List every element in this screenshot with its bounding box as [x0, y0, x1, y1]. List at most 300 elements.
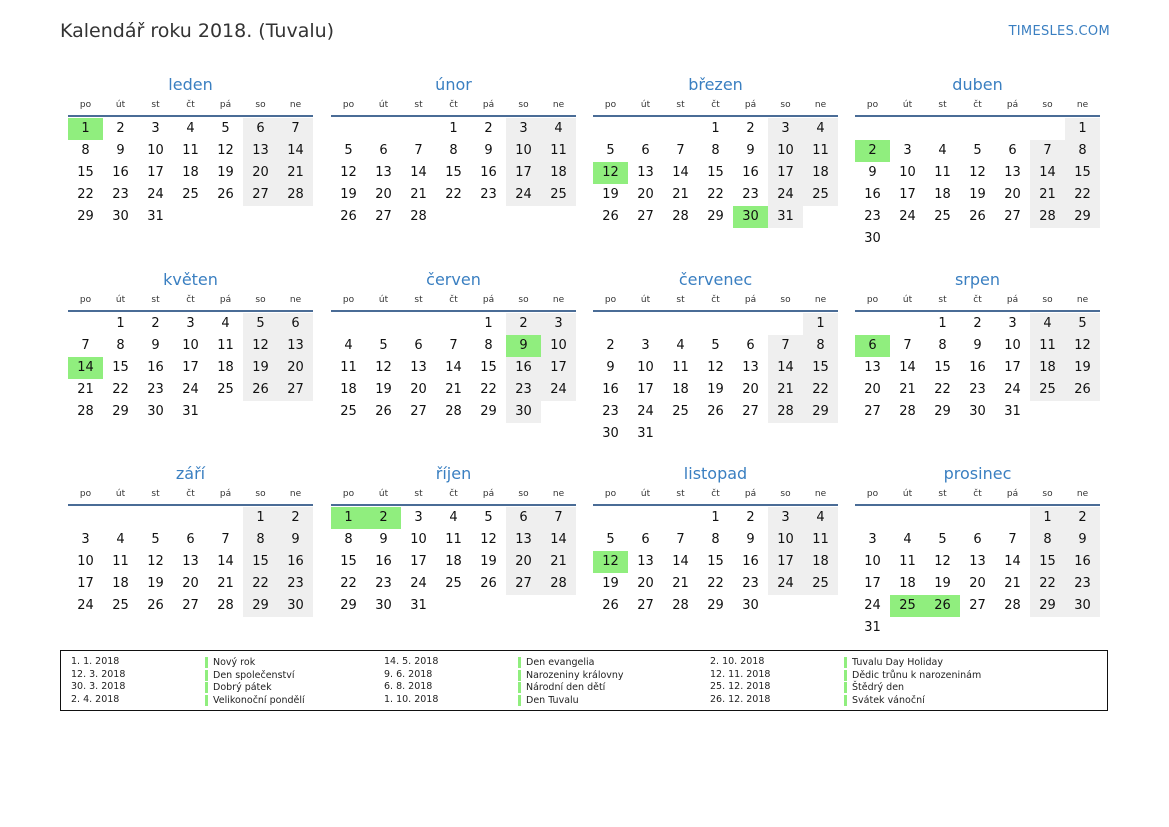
day-cell: 23 [147, 382, 164, 397]
holiday-day-cell: 2 [855, 140, 890, 162]
weekday-label: pá [744, 489, 757, 499]
day-cell: 7 [1030, 140, 1065, 162]
day-cell: 8 [1030, 529, 1065, 551]
header-rule [593, 115, 838, 117]
weekday-label: út [378, 295, 389, 305]
day-cell: 12 [969, 165, 986, 180]
day-cell: 31 [182, 404, 199, 419]
day-cell: 14 [768, 357, 803, 379]
day-cell: 22 [1030, 573, 1065, 595]
day-cell: 28 [77, 404, 94, 419]
legend-date: 1. 10. 2018 [384, 693, 439, 705]
day-cell: 10 [864, 554, 881, 569]
weekday-label: ne [289, 295, 302, 305]
day-cell: 22 [243, 573, 278, 595]
legend-row [384, 656, 684, 669]
holiday-day-cell: 2 [366, 507, 401, 529]
weekday-label: ne [1076, 100, 1089, 110]
day-cell: 20 [243, 162, 278, 184]
day-cell: 17 [637, 382, 654, 397]
day-cell: 2 [278, 507, 313, 529]
weekday-label: út [378, 489, 389, 499]
weekday-header [855, 293, 1100, 307]
day-cell: 10 [1004, 338, 1021, 353]
day-cell: 15 [1030, 551, 1065, 573]
legend-date: 26. 12. 2018 [710, 693, 771, 705]
day-cell: 25 [934, 209, 951, 224]
day-cell: 28 [899, 404, 916, 419]
day-cell: 7 [676, 143, 685, 158]
day-cell: 19 [480, 554, 497, 569]
day-cell: 11 [182, 143, 199, 158]
day-cell: 22 [445, 187, 462, 202]
empty-cell [331, 118, 366, 140]
day-cell: 15 [707, 165, 724, 180]
day-cell: 25 [182, 187, 199, 202]
legend-date: 14. 5. 2018 [384, 656, 439, 667]
weekday-label: so [1042, 100, 1053, 110]
weekday-label: po [866, 295, 879, 305]
day-cell: 18 [1030, 357, 1065, 379]
day-cell: 3 [541, 313, 576, 335]
day-cell: 24 [410, 576, 427, 591]
weekday-label: so [255, 489, 266, 499]
day-cell: 15 [803, 357, 838, 379]
day-cell: 28 [768, 401, 803, 423]
day-cell: 13 [637, 554, 654, 569]
weekday-label: po [866, 489, 879, 499]
day-cell: 4 [186, 121, 195, 136]
day-cell: 18 [899, 576, 916, 591]
day-cell: 17 [506, 162, 541, 184]
day-cell: 31 [1004, 404, 1021, 419]
day-cell: 26 [480, 576, 497, 591]
day-cell: 24 [899, 209, 916, 224]
day-cell: 29 [1030, 595, 1065, 617]
day-cell: 5 [221, 121, 230, 136]
day-grid [331, 507, 576, 617]
day-cell: 16 [375, 554, 392, 569]
day-cell: 27 [864, 404, 881, 419]
weekday-label: pá [482, 489, 495, 499]
day-cell: 15 [77, 165, 94, 180]
day-cell: 27 [1004, 209, 1021, 224]
day-cell: 26 [375, 404, 392, 419]
day-cell: 25 [340, 404, 357, 419]
day-cell: 16 [112, 165, 129, 180]
day-cell: 9 [484, 143, 493, 158]
empty-cell [663, 118, 698, 140]
weekday-label: so [518, 295, 529, 305]
day-cell: 11 [934, 165, 951, 180]
day-cell: 22 [112, 382, 129, 397]
empty-cell [855, 118, 890, 140]
header-rule [331, 115, 576, 117]
day-cell: 20 [969, 576, 986, 591]
day-cell: 1 [243, 507, 278, 529]
month-title: květen [163, 270, 218, 289]
day-cell: 26 [147, 598, 164, 613]
empty-cell [1030, 118, 1065, 140]
day-grid [593, 118, 838, 228]
empty-cell [103, 507, 138, 529]
day-cell: 8 [116, 338, 125, 353]
day-cell: 6 [641, 143, 650, 158]
empty-cell [436, 313, 471, 335]
day-cell: 26 [1065, 379, 1100, 401]
day-cell: 11 [217, 338, 234, 353]
day-cell: 24 [637, 404, 654, 419]
day-cell: 5 [1065, 313, 1100, 335]
day-cell: 17 [768, 162, 803, 184]
day-cell: 19 [934, 576, 951, 591]
day-cell: 5 [243, 313, 278, 335]
day-cell: 6 [973, 532, 982, 547]
weekday-label: st [676, 489, 685, 499]
weekday-label: po [79, 295, 92, 305]
day-cell: 4 [938, 143, 947, 158]
day-cell: 14 [278, 140, 313, 162]
weekday-label: út [378, 100, 389, 110]
weekday-label: pá [1006, 295, 1019, 305]
day-cell: 7 [414, 143, 423, 158]
month-6 [331, 267, 576, 423]
day-cell: 28 [217, 598, 234, 613]
day-cell: 8 [344, 532, 353, 547]
day-cell: 10 [541, 335, 576, 357]
empty-cell [925, 507, 960, 529]
weekday-label: st [676, 295, 685, 305]
legend-holiday-name: Den Tuvalu [518, 695, 579, 706]
legend-holiday-name: Den evangelia [518, 657, 595, 668]
day-cell: 20 [637, 187, 654, 202]
weekday-label: čt [973, 489, 982, 499]
day-cell: 19 [602, 187, 619, 202]
month-2 [331, 72, 576, 228]
header-rule [68, 504, 313, 506]
day-cell: 4 [344, 338, 353, 353]
day-cell: 22 [480, 382, 497, 397]
day-cell: 5 [711, 338, 720, 353]
day-cell: 14 [217, 554, 234, 569]
day-cell: 2 [606, 338, 615, 353]
day-cell: 2 [151, 316, 160, 331]
weekday-label: st [938, 295, 947, 305]
day-cell: 18 [803, 162, 838, 184]
day-cell: 30 [864, 231, 881, 246]
month-8 [855, 267, 1100, 423]
weekday-label: pá [482, 100, 495, 110]
empty-cell [925, 118, 960, 140]
day-cell: 17 [768, 551, 803, 573]
site-link[interactable]: TIMESLES.COM [1008, 24, 1110, 39]
weekday-label: po [79, 100, 92, 110]
day-cell: 12 [147, 554, 164, 569]
weekday-label: pá [219, 489, 232, 499]
weekday-label: út [902, 295, 913, 305]
day-cell: 4 [1030, 313, 1065, 335]
day-cell: 27 [969, 598, 986, 613]
day-cell: 4 [903, 532, 912, 547]
day-cell: 7 [1008, 532, 1017, 547]
day-cell: 7 [81, 338, 90, 353]
day-cell: 4 [803, 118, 838, 140]
weekday-label: út [640, 295, 651, 305]
weekday-label: čt [186, 100, 195, 110]
weekday-label: so [518, 489, 529, 499]
day-cell: 25 [112, 598, 129, 613]
day-cell: 24 [506, 184, 541, 206]
weekday-label: pá [1006, 489, 1019, 499]
day-cell: 29 [707, 209, 724, 224]
day-cell: 24 [182, 382, 199, 397]
legend-date: 2. 10. 2018 [710, 656, 765, 667]
legend-holiday-name: Dědic trůnu k narozeninám [844, 670, 981, 681]
day-cell: 28 [445, 404, 462, 419]
day-cell: 23 [506, 379, 541, 401]
day-cell: 13 [742, 360, 759, 375]
day-cell: 2 [506, 313, 541, 335]
day-cell: 9 [151, 338, 160, 353]
day-cell: 7 [221, 532, 230, 547]
day-cell: 11 [340, 360, 357, 375]
day-cell: 13 [182, 554, 199, 569]
weekday-label: st [414, 489, 423, 499]
day-cell: 20 [864, 382, 881, 397]
day-cell: 14 [410, 165, 427, 180]
day-cell: 11 [445, 532, 462, 547]
day-cell: 19 [707, 382, 724, 397]
day-cell: 10 [899, 165, 916, 180]
weekday-label: čt [449, 295, 458, 305]
holiday-day-cell: 6 [855, 335, 890, 357]
day-cell: 17 [147, 165, 164, 180]
legend-holiday-name: Svátek vánoční [844, 695, 925, 706]
day-cell: 21 [541, 551, 576, 573]
header-rule [68, 310, 313, 312]
day-cell: 11 [541, 140, 576, 162]
weekday-label: pá [1006, 100, 1019, 110]
day-cell: 1 [449, 121, 458, 136]
empty-cell [995, 507, 1030, 529]
weekday-header [593, 98, 838, 112]
day-cell: 29 [934, 404, 951, 419]
day-cell: 14 [1030, 162, 1065, 184]
day-cell: 24 [147, 187, 164, 202]
day-cell: 31 [768, 206, 803, 228]
month-5 [68, 267, 313, 423]
legend-date: 6. 8. 2018 [384, 681, 433, 692]
day-cell: 17 [77, 576, 94, 591]
day-cell: 8 [711, 532, 720, 547]
day-cell: 20 [742, 382, 759, 397]
day-grid [855, 507, 1100, 639]
weekday-label: ne [1076, 489, 1089, 499]
day-cell: 3 [768, 507, 803, 529]
empty-cell [995, 118, 1030, 140]
weekday-label: čt [711, 100, 720, 110]
day-cell: 18 [340, 382, 357, 397]
weekday-label: st [676, 100, 685, 110]
weekday-header [331, 487, 576, 501]
day-cell: 3 [868, 532, 877, 547]
day-cell: 16 [278, 551, 313, 573]
day-cell: 19 [217, 165, 234, 180]
day-cell: 15 [445, 165, 462, 180]
day-cell: 23 [864, 209, 881, 224]
legend-row [710, 681, 1010, 694]
day-cell: 25 [217, 382, 234, 397]
day-cell: 10 [77, 554, 94, 569]
day-cell: 27 [243, 184, 278, 206]
weekday-label: út [115, 100, 126, 110]
day-grid [68, 313, 313, 423]
day-cell: 30 [969, 404, 986, 419]
weekday-label: po [604, 295, 617, 305]
day-cell: 24 [864, 598, 881, 613]
holiday-day-cell: 30 [733, 206, 768, 228]
empty-cell [68, 507, 103, 529]
day-cell: 21 [445, 382, 462, 397]
legend-row [71, 669, 371, 682]
weekday-header [331, 98, 576, 112]
empty-cell [663, 507, 698, 529]
day-cell: 11 [803, 140, 838, 162]
day-cell: 2 [116, 121, 125, 136]
day-cell: 21 [672, 576, 689, 591]
page-title: Kalendář roku 2018. (Tuvalu) [60, 20, 335, 42]
weekday-label: so [780, 489, 791, 499]
weekday-label: so [518, 100, 529, 110]
month-title: červen [426, 270, 481, 289]
day-cell: 26 [340, 209, 357, 224]
weekday-label: út [640, 489, 651, 499]
day-cell: 31 [864, 620, 881, 635]
weekday-label: st [414, 100, 423, 110]
day-cell: 30 [742, 598, 759, 613]
header-rule [855, 115, 1100, 117]
day-cell: 30 [602, 426, 619, 441]
day-cell: 5 [973, 143, 982, 158]
legend-date: 25. 12. 2018 [710, 681, 771, 692]
legend-column [710, 656, 1010, 706]
day-cell: 25 [1030, 379, 1065, 401]
holiday-day-cell: 14 [68, 357, 103, 379]
day-cell: 12 [480, 532, 497, 547]
day-cell: 16 [480, 165, 497, 180]
day-cell: 9 [379, 532, 388, 547]
day-cell: 20 [1004, 187, 1021, 202]
month-1 [68, 72, 313, 228]
day-cell: 29 [243, 595, 278, 617]
day-cell: 22 [1065, 184, 1100, 206]
day-cell: 5 [151, 532, 160, 547]
day-cell: 8 [711, 143, 720, 158]
day-cell: 19 [602, 576, 619, 591]
day-cell: 23 [742, 576, 759, 591]
day-cell: 2 [973, 316, 982, 331]
legend-date: 12. 3. 2018 [71, 668, 126, 680]
legend-holiday-name: Narozeniny královny [518, 670, 624, 681]
day-cell: 28 [410, 209, 427, 224]
day-cell: 21 [278, 162, 313, 184]
weekday-label: st [414, 295, 423, 305]
day-cell: 2 [484, 121, 493, 136]
empty-cell [593, 507, 628, 529]
day-cell: 20 [410, 382, 427, 397]
weekday-label: st [938, 489, 947, 499]
day-cell: 7 [676, 532, 685, 547]
legend-holiday-name: Den společenství [205, 670, 295, 681]
month-9 [68, 461, 313, 617]
day-cell: 23 [375, 576, 392, 591]
day-cell: 24 [1004, 382, 1021, 397]
day-cell: 11 [899, 554, 916, 569]
day-cell: 23 [480, 187, 497, 202]
month-title: říjen [435, 464, 472, 483]
weekday-label: pá [744, 100, 757, 110]
weekday-label: st [151, 489, 160, 499]
day-cell: 3 [641, 338, 650, 353]
day-cell: 7 [768, 335, 803, 357]
day-cell: 5 [938, 532, 947, 547]
day-cell: 20 [637, 576, 654, 591]
day-cell: 16 [969, 360, 986, 375]
day-cell: 2 [746, 121, 755, 136]
day-cell: 21 [410, 187, 427, 202]
day-grid [331, 118, 576, 228]
weekday-label: út [640, 100, 651, 110]
month-title: duben [952, 75, 1003, 94]
day-cell: 3 [1008, 316, 1017, 331]
day-cell: 10 [506, 140, 541, 162]
month-4 [855, 72, 1100, 250]
day-cell: 6 [243, 118, 278, 140]
day-cell: 2 [1065, 507, 1100, 529]
weekday-label: ne [552, 100, 565, 110]
day-cell: 29 [77, 209, 94, 224]
day-cell: 17 [864, 576, 881, 591]
day-cell: 31 [637, 426, 654, 441]
day-cell: 24 [77, 598, 94, 613]
day-grid [331, 313, 576, 423]
month-10 [331, 461, 576, 617]
day-cell: 30 [1065, 595, 1100, 617]
day-cell: 5 [606, 143, 615, 158]
empty-cell [890, 118, 925, 140]
day-cell: 11 [112, 554, 129, 569]
day-cell: 1 [1065, 118, 1100, 140]
month-title: září [175, 464, 206, 483]
empty-cell [366, 313, 401, 335]
day-cell: 6 [379, 143, 388, 158]
day-cell: 22 [340, 576, 357, 591]
empty-cell [855, 507, 890, 529]
day-cell: 8 [243, 529, 278, 551]
day-cell: 31 [410, 598, 427, 613]
holiday-legend [60, 650, 1108, 711]
day-cell: 25 [803, 573, 838, 595]
day-cell: 12 [217, 143, 234, 158]
day-cell: 12 [707, 360, 724, 375]
day-cell: 17 [410, 554, 427, 569]
day-cell: 19 [340, 187, 357, 202]
weekday-label: st [151, 295, 160, 305]
day-cell: 1 [484, 316, 493, 331]
day-cell: 10 [182, 338, 199, 353]
day-cell: 18 [541, 162, 576, 184]
day-cell: 13 [637, 165, 654, 180]
